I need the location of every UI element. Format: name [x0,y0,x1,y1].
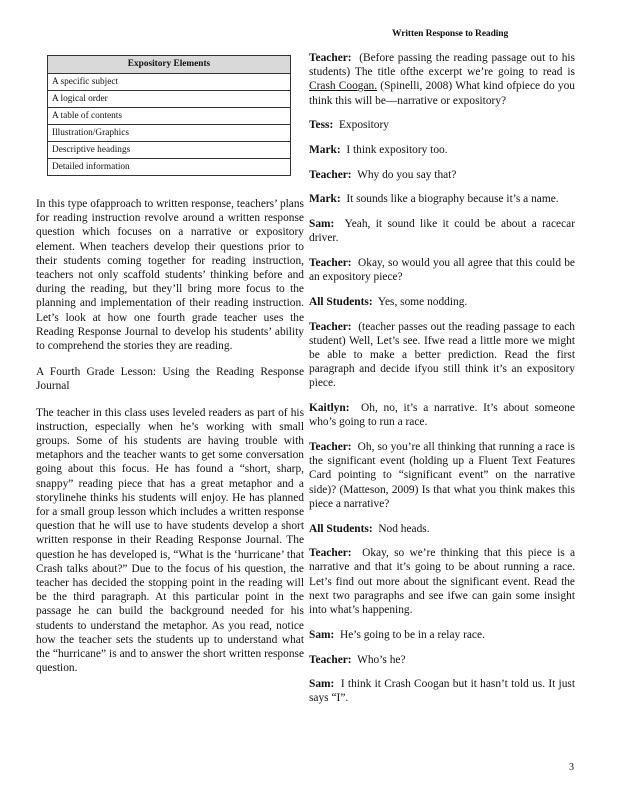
dialogue-turn [309,628,575,642]
table-row [48,142,291,159]
speaker-name: Sam: [309,678,335,691]
table-cell: Detailed information [48,159,291,176]
dialogue-text: Yeah, it sound like it could be about a racecar driver. [309,218,575,245]
dialogue-turn [309,192,575,206]
dialogue-turn [309,546,575,617]
speaker-name: Teacher: [309,52,352,64]
dialogue-text: Okay, so would you all agree that this could be an expository piece? [309,257,575,284]
speaker-name: Mark: [309,144,341,157]
speaker-name: All Students: [309,522,373,535]
dialogue-text: He’s going to be in a relay race. [340,628,485,641]
book-title: Crash Coogan. [309,80,378,93]
running-head: Written Response to Reading [392,29,509,39]
dialogue-turn [309,143,575,157]
dialogue-text: Oh, no, it’s a narrative. It’s about someone who’s going to run a race. [309,402,575,429]
left-column [36,55,304,676]
dialogue-turn [309,51,575,108]
speaker-name: Tess: [309,119,334,132]
dialogue-turn [309,440,575,511]
speaker-name: Mark: [309,193,341,206]
dialogue-text: (Spinelli, 2008) What kind ofpiece do you think this will be—narrative or expository? [309,80,575,107]
table-cell: A logical order [48,91,291,108]
dialogue-column [309,51,575,716]
dialogue-text: (teacher passes out the reading passage to each student) Well, Let’s see. Ifwe read a little more we might be able to make a better prediction. Read the first paragraph and decide ifyou still think it’s an expository piece. [309,320,575,390]
dialogue-text: (Before passing the reading passage out to his students) The title ofthe excerpt we’re going to read is [309,52,575,79]
dialogue-turn [309,522,575,536]
dialogue-text: Okay, so we’re thinking that this piece is a narrative and that it’s going to be about running a race. Let’s find out more about the significant event. Read the next two paragraphs and see ifwe can gain some insight into what’s happening. [309,547,575,617]
section-heading: A Fourth Grade Lesson: Using the Reading Response Journal [36,366,304,393]
dialogue-text: Yes, some nodding. [377,295,468,308]
table-row [48,159,291,176]
dialogue-text: Who’s he? [357,653,406,666]
speaker-name: Sam: [309,628,335,641]
speaker-name: Teacher: [309,257,352,270]
intro-paragraph: In this type ofapproach to written response, teachers’ plans for reading instruction revolve around a written response question which focuses on a narrative or expository element. When teachers develop their questions prior to their students coming together for reading instruction, teachers not only scaffold students’ thinking before and during the reading, but they’ll bring more focus to the planning and implementation of their reading instruction. Let’s look at how one fourth grade teacher uses the Reading Response Journal to develop his students’ ability to comprehend the stories they are reading. [36,198,304,353]
dialogue-text: I think expository too. [346,144,448,157]
table-cell: A table of contents [48,108,291,125]
speaker-name: Kaitlyn: [309,402,350,415]
dialogue-turn [309,653,575,667]
dialogue-turn [309,217,575,245]
dialogue-text: I think it Crash Coogan but it hasn’t told us. It just says “I”. [309,678,575,705]
dialogue-turn [309,256,575,284]
table-title: Expository Elements [48,56,291,74]
speaker-name: Teacher: [309,320,352,333]
dialogue-turn [309,320,575,391]
speaker-name: Sam: [309,218,335,231]
speaker-name: Teacher: [309,653,352,666]
table-cell: Descriptive headings [48,142,291,159]
speaker-name: Teacher: [309,441,352,454]
table-row [48,125,291,142]
table-cell: Illustration/Graphics [48,125,291,142]
speaker-name: Teacher: [309,547,352,560]
dialogue-text: Oh, so you’re all thinking that running a race is the significant event (holding up a Fluent Text Features Card pointing to “significant event” on the narrative side)? (Matteson, 2009) Is that what you think makes this piece a narrative? [309,441,575,510]
dialogue-turn [309,677,575,705]
lesson-paragraph: The teacher in this class uses leveled readers as part of his instruction, especially when he’s working with small groups. Some of his students are having trouble with metaphors and the teacher wants to get some conversation going about this focus. He has found a “short, sharp, snappy” reading piece that has a great metaphor and a storylinehe thinks his students will enjoy. He has planned for a small group lesson which includes a written response question that he will use to have students develop a short written response in their Reading Response Journal. The question he has developed is, “What is the ‘hurricane’ that Crash talks about?” Due to the focus of his question, the teacher has decided the stopping point in the reading will be the third paragraph. At this particular point in the passage he can build the background needed for his students to understand the metaphor. As you read, notice how the teacher sets the students up to understand what the “hurricane” is and to answer the short written response question. [36,406,304,675]
table-row [48,74,291,91]
dialogue-turn [309,401,575,429]
dialogue-turn [309,295,575,309]
speaker-name: All Students: [309,295,373,308]
page-number: 3 [569,762,574,773]
dialogue-turn [309,168,575,182]
table-cell: A specific subject [48,74,291,91]
dialogue-text: It sounds like a biography because it’s a name. [346,193,559,206]
expository-elements-table [47,55,291,176]
dialogue-text: Expository [338,119,389,132]
table-row [48,108,291,125]
dialogue-turn [309,118,575,132]
dialogue-text: Why do you say that? [357,168,457,181]
dialogue-text: Nod heads. [378,522,430,535]
speaker-name: Teacher: [309,168,352,181]
table-row [48,91,291,108]
